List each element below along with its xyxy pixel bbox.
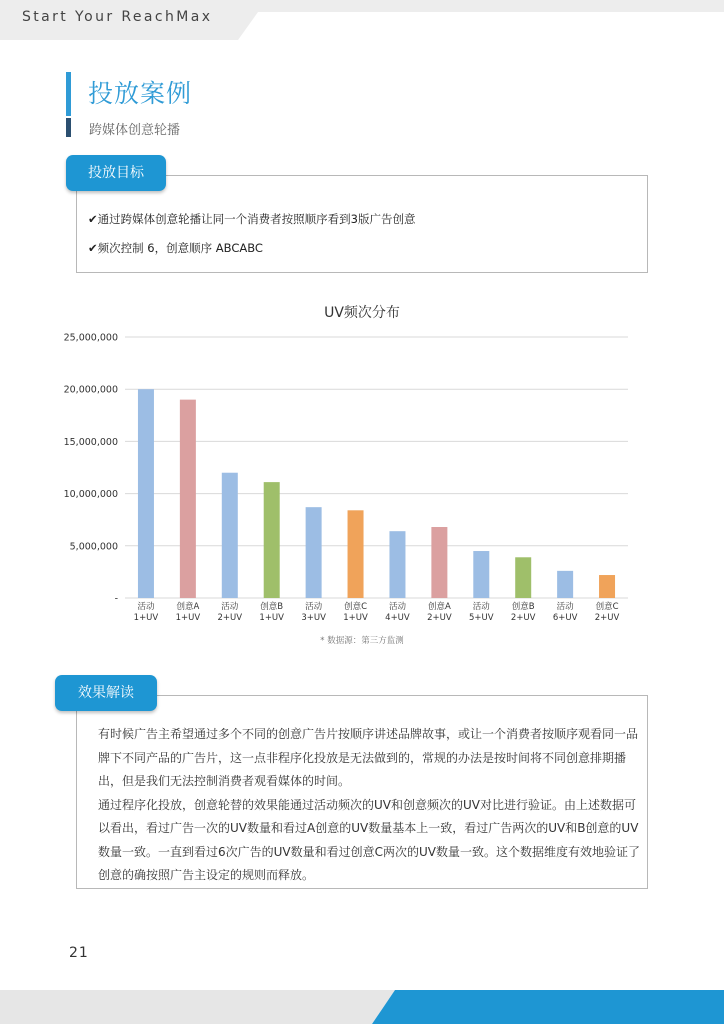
x-tick-label: 2+UV (510, 613, 536, 623)
x-tick-label: 创意A (176, 602, 200, 612)
bar (306, 507, 322, 598)
chart-title: UV频次分布 (324, 305, 400, 321)
bar (138, 389, 154, 598)
x-tick-label: 活动 (388, 602, 406, 612)
x-tick-label: 4+UV (385, 613, 410, 623)
chart-source: * 数据源：第三方监测 (320, 636, 404, 646)
bar (264, 482, 280, 598)
x-tick-label: 2+UV (594, 613, 620, 623)
y-tick-label: 5,000,000 (69, 541, 118, 553)
x-tick-label: 3+UV (301, 613, 326, 623)
effect-paragraph: 有时候广告主希望通过多个不同的创意广告片按顺序讲述品牌故事，或让一个消费者按顺序观看同一品牌下不同产品的广告片，这一点非程序化投放是无法做到的，常规的办法是按时间将不同创意排期播出，但是我们无法控制消费者观看媒体的时间。 (98, 727, 639, 788)
x-tick-label: 创意A (427, 602, 451, 612)
bar (389, 531, 405, 598)
uv-frequency-chart (0, 320, 724, 630)
bar (599, 575, 615, 598)
bar (431, 527, 447, 598)
x-tick-label: 活动 (221, 602, 239, 612)
brand-name: Start Your ReachMax (22, 9, 213, 25)
x-tick-label: 1+UV (259, 613, 284, 623)
x-tick-label: 1+UV (343, 613, 368, 623)
bar (515, 557, 531, 598)
footer-band (0, 986, 724, 1024)
title-accent-bar (66, 72, 71, 137)
x-tick-label: 活动 (472, 602, 490, 612)
x-tick-label: 2+UV (427, 613, 452, 623)
goal-item: ✔通过跨媒体创意轮播让同一个消费者按照顺序看到3版广告创意 (88, 212, 416, 226)
x-tick-label: 创意C (595, 602, 619, 612)
x-tick-label: 1+UV (133, 613, 159, 623)
y-tick-label: 20,000,000 (63, 384, 118, 396)
x-tick-label: 创意B (260, 602, 284, 612)
bar (348, 510, 364, 598)
page-subtitle: 跨媒体创意轮播 (89, 123, 181, 138)
page-title: 投放案例 (88, 79, 193, 108)
effect-text (98, 723, 640, 888)
x-tick-label: 6+UV (552, 613, 578, 623)
page-number: 21 (69, 945, 89, 961)
y-tick-label: 10,000,000 (63, 489, 118, 501)
goal-item: ✔频次控制 6，创意顺序 ABCABC (88, 241, 263, 255)
y-tick-label: - (114, 593, 118, 605)
bar (557, 571, 573, 598)
x-tick-label: 1+UV (175, 613, 201, 623)
effect-tab: 效果解读 (55, 675, 157, 711)
effect-paragraph: 通过程序化投放，创意轮替的效果能通过活动频次的UV和创意频次的UV对比进行验证。由上述数据可以看出，看过广告一次的UV数量和看过A创意的UV数量基本上一致，看过广告两次的UV和B创意的UV数量一致。一直到看过6次广告的UV数量和看过创意C两次的UV数量一致。这个数据维度有效地验证了创意的确按照广告主设定的规则而释放。 (98, 797, 641, 882)
x-tick-label: 活动 (137, 602, 155, 612)
bar (473, 551, 489, 598)
x-tick-label: 2+UV (217, 613, 243, 623)
bar (180, 400, 196, 598)
x-tick-label: 创意C (344, 602, 368, 612)
x-tick-label: 创意B (511, 602, 535, 612)
goal-tab: 投放目标 (66, 155, 166, 191)
x-tick-label: 活动 (556, 602, 574, 612)
y-tick-label: 15,000,000 (63, 436, 118, 448)
y-tick-label: 25,000,000 (63, 332, 118, 344)
bar (222, 473, 238, 598)
x-tick-label: 活动 (305, 602, 323, 612)
x-tick-label: 5+UV (469, 613, 494, 623)
